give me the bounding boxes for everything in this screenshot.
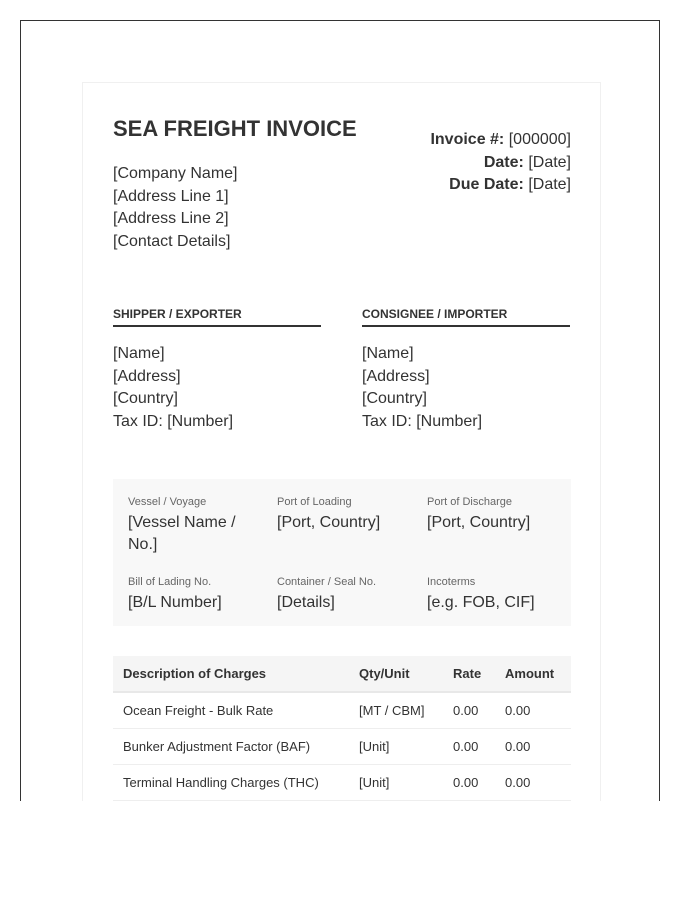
charge-description: Terminal Handling Charges (THC) (113, 765, 349, 801)
port-of-discharge-cell (427, 495, 557, 534)
invoice-meta (430, 129, 571, 197)
bill-of-lading-value: [B/L Number] (128, 594, 222, 611)
invoice-number-row (430, 129, 571, 152)
charges-header-row (113, 656, 571, 692)
charge-amount: 0.00 (495, 729, 571, 765)
vessel-voyage-value: [Vessel Name / No.] (128, 514, 236, 553)
vessel-voyage-cell (128, 495, 258, 556)
bill-of-lading-cell (128, 575, 258, 614)
company-block (113, 163, 238, 253)
port-of-loading-cell (277, 495, 407, 534)
company-name: [Company Name] (113, 165, 238, 182)
bill-of-lading-label: Bill of Lading No. (128, 576, 212, 588)
invoice-title: SEA FREIGHT INVOICE (113, 116, 357, 141)
port-of-loading-label: Port of Loading (277, 496, 352, 508)
company-address-line-1: [Address Line 1] (113, 187, 229, 205)
company-address-line-2: [Address Line 2] (113, 210, 229, 227)
consignee-tax-id: Tax ID: [Number] (362, 412, 483, 430)
charge-qty-unit: [Unit] (349, 765, 443, 801)
shipper-heading: SHIPPER / EXPORTER (113, 307, 321, 327)
column-header-description: Description of Charges (113, 656, 349, 692)
consignee-block (362, 307, 570, 433)
port-of-discharge-value: [Port, Country] (427, 514, 531, 531)
container-seal-label: Container / Seal No. (277, 576, 377, 588)
due-date-row (430, 174, 571, 197)
charge-description: Bunker Adjustment Factor (BAF) (113, 729, 349, 765)
port-of-discharge-label: Port of Discharge (427, 496, 512, 508)
consignee-address: [Address] (362, 367, 430, 385)
incoterms-value: [e.g. FOB, CIF] (427, 594, 535, 611)
invoice-date-label: Date: (483, 153, 524, 171)
company-contact: [Contact Details] (113, 232, 231, 250)
shipper-name: [Name] (113, 345, 165, 362)
shipper-details (113, 343, 321, 433)
invoice-date-row (430, 152, 571, 175)
charge-description: Ocean Freight - Bulk Rate (113, 692, 349, 729)
table-row (113, 765, 571, 801)
invoice-date-value: [Date] (528, 153, 571, 171)
container-seal-cell (277, 575, 407, 614)
shipper-block (113, 307, 321, 433)
table-row (113, 729, 571, 765)
table-row (113, 692, 571, 729)
invoice-number-value: [000000] (508, 131, 571, 148)
charge-rate: 0.00 (443, 692, 495, 729)
consignee-heading: CONSIGNEE / IMPORTER (362, 307, 570, 327)
charge-qty-unit: [Unit] (349, 729, 443, 765)
shipper-tax-id: Tax ID: [Number] (113, 412, 234, 430)
column-header-amount: Amount (495, 656, 571, 692)
incoterms-label: Incoterms (427, 576, 476, 588)
charge-amount: 0.00 (495, 765, 571, 801)
invoice-number-label: Invoice #: (430, 131, 505, 148)
shipment-details (113, 479, 571, 626)
incoterms-cell (427, 575, 557, 614)
shipper-country: [Country] (113, 390, 178, 407)
consignee-name: [Name] (362, 345, 414, 362)
document-frame (20, 20, 660, 801)
due-date-label: Due Date: (449, 176, 524, 193)
consignee-country: [Country] (362, 390, 427, 407)
column-header-qty-unit: Qty/Unit (349, 656, 443, 692)
column-header-rate: Rate (443, 656, 495, 692)
container-seal-value: [Details] (277, 594, 335, 611)
charge-amount: 0.00 (495, 692, 571, 729)
charge-rate: 0.00 (443, 729, 495, 765)
charge-qty-unit: [MT / CBM] (349, 692, 443, 729)
consignee-details (362, 343, 570, 433)
vessel-voyage-label: Vessel / Voyage (128, 496, 207, 508)
port-of-loading-value: [Port, Country] (277, 514, 381, 531)
invoice-sheet (82, 82, 601, 801)
charges-table (113, 656, 571, 801)
charge-rate: 0.00 (443, 765, 495, 801)
due-date-value: [Date] (528, 176, 571, 193)
shipper-address: [Address] (113, 367, 181, 385)
